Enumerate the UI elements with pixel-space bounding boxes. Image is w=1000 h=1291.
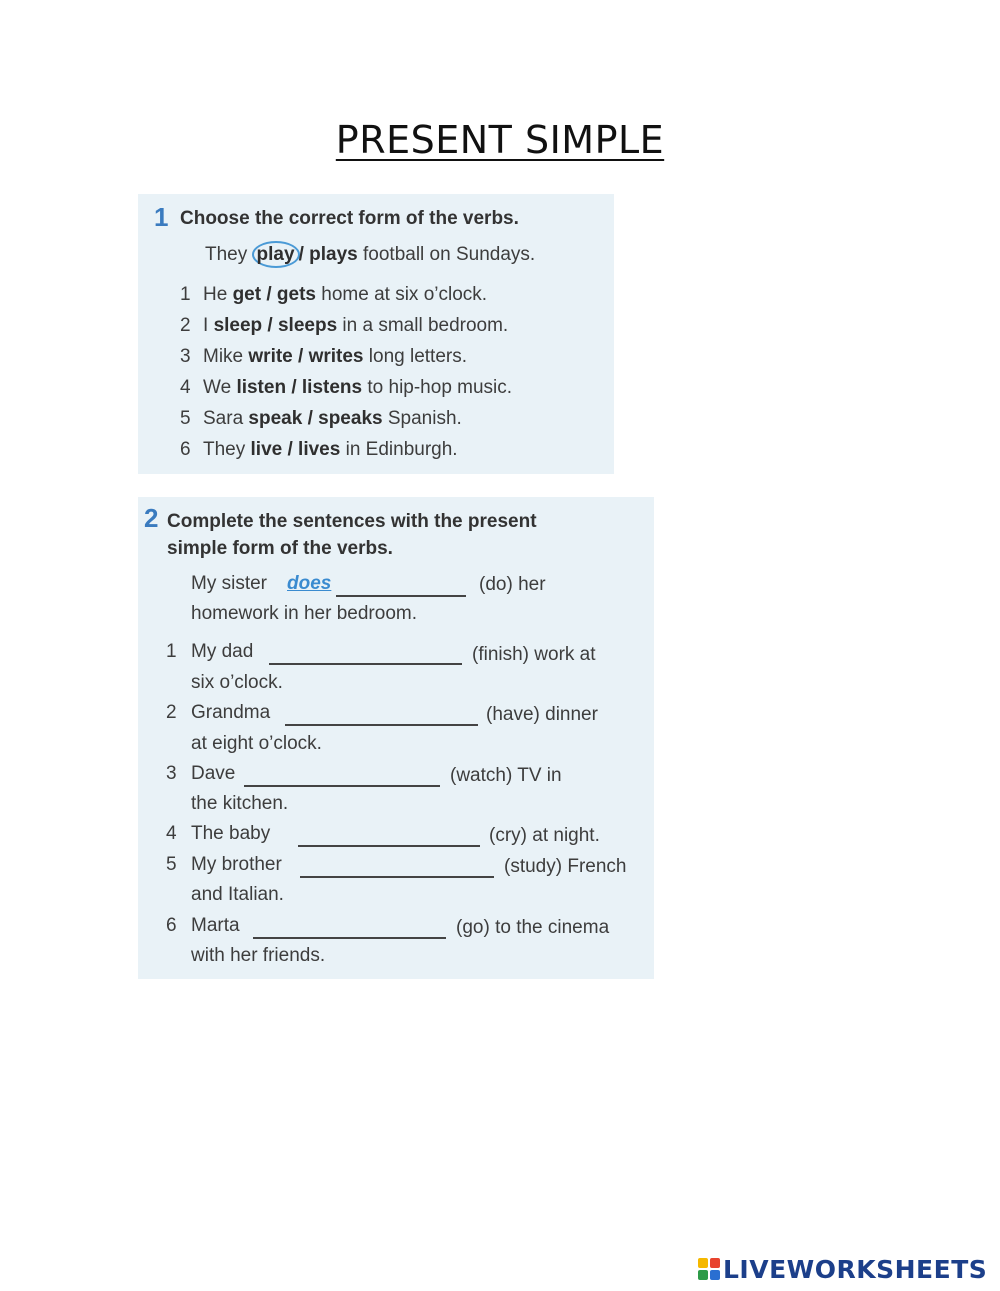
item-verb: (watch) TV in [450, 765, 562, 786]
logo-icon [698, 1258, 720, 1280]
item-pre: They [203, 439, 251, 460]
item-pre: Mike [203, 346, 249, 367]
logo-square-icon [698, 1258, 708, 1268]
example-sentence [205, 244, 535, 266]
item-post: long letters. [363, 346, 468, 367]
item-continuation: six o’clock. [191, 672, 283, 693]
exercise-instruction-line-2: simple form of the verbs. [167, 538, 393, 559]
item-verb: (have) dinner [486, 704, 598, 725]
item-pre: I [203, 315, 214, 336]
item-number: 3 [180, 346, 191, 367]
answer-blank[interactable] [253, 915, 446, 939]
example-answer-line [336, 573, 466, 597]
list-item[interactable] [180, 315, 508, 337]
answer-blank[interactable] [300, 854, 494, 878]
exercise-1-panel [138, 194, 614, 474]
item-pre: Sara [203, 408, 249, 429]
answer-blank[interactable] [285, 702, 478, 726]
item-pre: My brother [191, 854, 282, 875]
exercise-number: 1 [154, 202, 169, 232]
item-post: home at six o’clock. [315, 284, 488, 305]
item-number: 6 [180, 439, 191, 460]
item-pre: Dave [191, 763, 236, 784]
verb-options[interactable]: live / lives [250, 439, 341, 460]
verb-options[interactable]: listen / listens [236, 377, 363, 398]
exercise-instruction-line-1: Complete the sentences with the present [167, 511, 537, 532]
item-verb: (cry) at night. [489, 825, 600, 846]
exercise-2-panel [138, 497, 654, 979]
answer-blank[interactable] [269, 641, 462, 665]
example-answer: does [287, 573, 332, 594]
item-post: Spanish. [382, 408, 462, 429]
item-pre: Grandma [191, 702, 271, 723]
item-continuation: the kitchen. [191, 793, 289, 814]
list-item[interactable] [180, 284, 487, 306]
item-pre: He [203, 284, 233, 305]
example-verb: (do) her [479, 574, 546, 595]
verb-options[interactable]: speak / speaks [248, 408, 383, 429]
item-number: 5 [180, 408, 191, 429]
liveworksheets-logo[interactable] [698, 1254, 987, 1284]
item-number: 4 [166, 823, 177, 844]
item-number: 4 [180, 377, 191, 398]
example-pre: My sister [191, 573, 267, 594]
item-verb: (finish) work at [472, 644, 596, 665]
item-pre: The baby [191, 823, 271, 844]
verb-options[interactable]: sleep / sleeps [213, 315, 338, 336]
item-number: 5 [166, 854, 177, 875]
answer-blank[interactable] [298, 823, 480, 847]
logo-text: LIVEWORKSHEETS [723, 1254, 988, 1284]
verb-options[interactable]: write / writes [248, 346, 364, 367]
item-continuation: and Italian. [191, 884, 284, 905]
item-post: to hip-hop music. [362, 377, 513, 398]
example-separator: / [298, 244, 304, 265]
list-item[interactable] [180, 408, 462, 430]
item-verb: (study) French [504, 856, 627, 877]
logo-square-icon [710, 1258, 720, 1268]
item-continuation: with her friends. [191, 945, 326, 966]
item-number: 6 [166, 915, 177, 936]
example-post: football on Sundays. [357, 244, 536, 265]
exercise-instruction: Choose the correct form of the verbs. [180, 208, 519, 229]
page-title: PRESENT SIMPLE [335, 118, 665, 162]
logo-square-icon [710, 1270, 720, 1280]
list-item[interactable] [180, 439, 458, 461]
example-option: plays [309, 244, 358, 265]
item-pre: We [203, 377, 237, 398]
item-number: 3 [166, 763, 177, 784]
example-continuation: homework in her bedroom. [191, 603, 417, 624]
item-verb: (go) to the cinema [456, 917, 610, 938]
item-number: 1 [180, 284, 191, 305]
item-number: 2 [166, 702, 177, 723]
item-pre: My dad [191, 641, 254, 662]
item-number: 1 [166, 641, 177, 662]
verb-options[interactable]: get / gets [232, 284, 316, 305]
item-pre: Marta [191, 915, 240, 936]
item-continuation: at eight o’clock. [191, 733, 322, 754]
item-post: in Edinburgh. [340, 439, 458, 460]
answer-blank[interactable] [244, 763, 440, 787]
exercise-number: 2 [144, 503, 159, 533]
logo-square-icon [698, 1270, 708, 1280]
example-pre: They [205, 244, 253, 265]
list-item[interactable] [180, 377, 512, 399]
item-number: 2 [180, 315, 191, 336]
list-item[interactable] [180, 346, 467, 368]
item-post: in a small bedroom. [337, 315, 509, 336]
circled-answer: play [252, 241, 300, 268]
